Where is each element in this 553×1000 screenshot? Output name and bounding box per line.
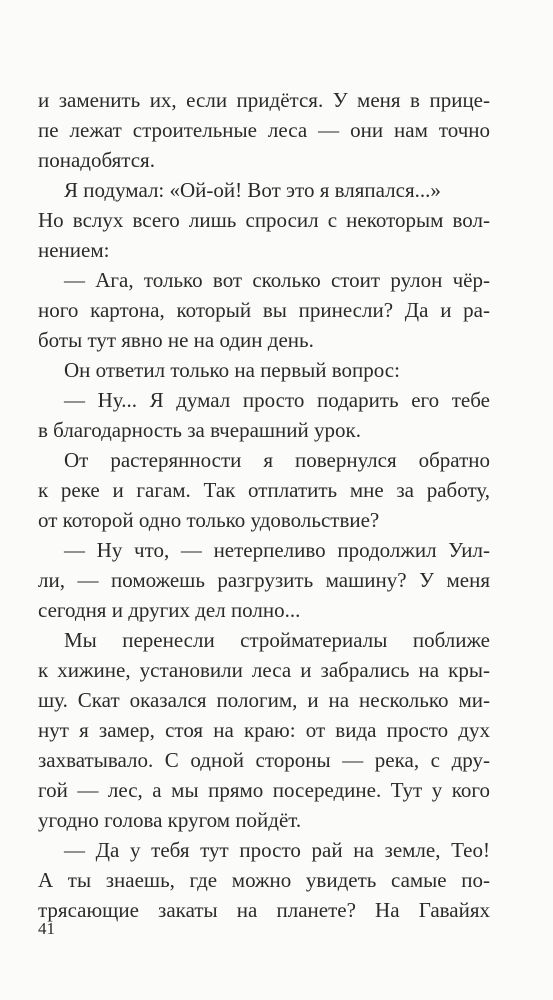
page-number: 41: [38, 919, 55, 938]
text-line: в благодарность за вчерашний урок.: [38, 418, 361, 442]
text-line: пе лежат строительные леса — они нам точно: [38, 118, 490, 142]
text-line: А ты знаешь, где можно увидеть самые по-: [38, 868, 490, 892]
text-line: ного картона, который вы принесли? Да и ра-: [38, 298, 490, 322]
text-line: нут я замер, стоя на краю: от вида просто дух: [38, 718, 490, 742]
text-line: гой — лес, а мы прямо посередине. Тут у кого: [38, 778, 490, 802]
text-line: сегодня и других дел полно...: [38, 598, 301, 622]
text-line: ли, — поможешь разгрузить машину? У меня: [38, 568, 490, 592]
text-line: к хижине, установили леса и забрались на кры-: [38, 658, 490, 682]
text-line: — Ага, только вот сколько стоит рулон чёр-: [64, 268, 490, 292]
text-line: — Ну что, — нетерпеливо продолжил Уил-: [64, 538, 490, 562]
text-line: Я подумал: «Ой-ой! Вот это я вляпался...»: [64, 178, 441, 202]
text-line: нением:: [38, 238, 110, 262]
text-line: Мы перенесли стройматериалы поближе: [64, 628, 490, 652]
text-line: угодно голова кругом пойдёт.: [38, 808, 302, 832]
text-line: Но вслух всего лишь спросил с некоторым вол-: [38, 208, 490, 232]
text-line: захватывало. С одной стороны — река, с дру-: [38, 748, 490, 772]
text-line: — Да у тебя тут просто рай на земле, Тео!: [64, 838, 490, 862]
text-line: — Ну... Я думал просто подарить его тебе: [64, 388, 490, 412]
text-line: к реке и гагам. Так отплатить мне за работу,: [38, 478, 490, 502]
text-line: боты тут явно не на один день.: [38, 328, 314, 352]
text-line: шу. Скат оказался пологим, и на несколько ми-: [38, 688, 490, 712]
text-line: от которой одно только удовольствие?: [38, 508, 380, 532]
text-line: трясающие закаты на планете? На Гавайях: [38, 898, 490, 922]
text-line: От растерянности я повернулся обратно: [64, 448, 490, 472]
text-line: Он ответил только на первый вопрос:: [64, 358, 400, 382]
text-line: понадобятся.: [38, 148, 155, 172]
text-line: и заменить их, если придётся. У меня в прице-: [38, 88, 490, 112]
